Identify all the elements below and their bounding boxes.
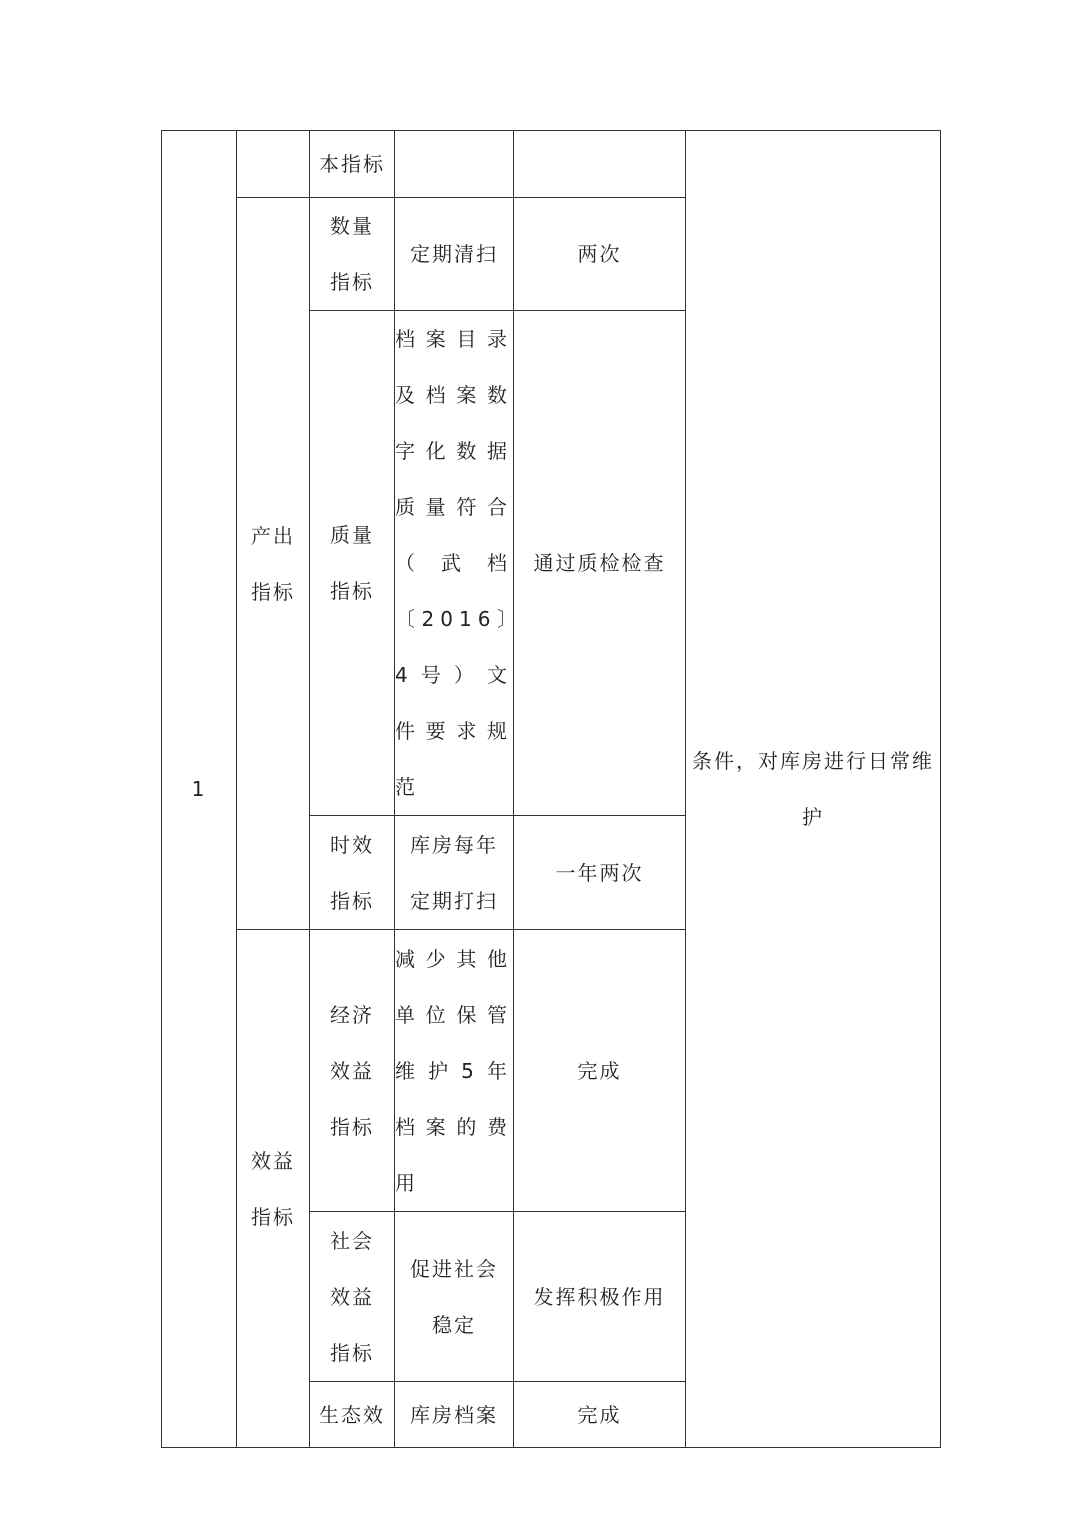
value-cell <box>514 131 686 198</box>
remark-cell <box>686 131 941 1448</box>
indicator-cell <box>310 1382 395 1448</box>
content-text: 减少其他单位保管维护5年档案的费用 <box>395 946 513 1195</box>
row-number: 1 <box>191 777 207 801</box>
indicator-label: 生态效 <box>319 1402 385 1427</box>
content-cell <box>395 1382 514 1448</box>
content-text: 档案目录及档案数字化数据质量符合（武档〔2016〕4号）文件要求规范 <box>395 327 513 799</box>
value-cell <box>514 311 686 816</box>
indicator-label: 时效指标 <box>330 832 374 913</box>
table-row <box>162 131 941 198</box>
value-cell <box>514 1382 686 1448</box>
row-number-cell <box>162 131 237 1448</box>
value-text: 完成 <box>577 1058 622 1083</box>
value-cell <box>514 816 686 930</box>
content-cell <box>395 311 514 816</box>
content-text: 促进社会稳定 <box>410 1256 498 1337</box>
value-text: 发挥积极作用 <box>533 1284 666 1309</box>
indicator-label: 本指标 <box>319 152 385 176</box>
indicator-cell <box>310 198 395 311</box>
value-text: 一年两次 <box>555 860 644 885</box>
value-text: 完成 <box>577 1402 622 1427</box>
indicator-label: 经济效益指标 <box>330 1002 374 1139</box>
indicator-label: 数量指标 <box>330 214 374 294</box>
content-text: 库房每年定期打扫 <box>410 832 498 913</box>
group-cell-output <box>237 198 310 930</box>
performance-indicator-table <box>161 130 941 1448</box>
content-cell <box>395 930 514 1212</box>
content-cell <box>395 1212 514 1382</box>
content-text: 定期清扫 <box>410 242 498 266</box>
content-text: 库房档案 <box>410 1402 498 1427</box>
value-text: 通过质检检查 <box>533 551 666 575</box>
indicator-cell <box>310 930 395 1212</box>
indicator-cell <box>310 816 395 930</box>
content-cell <box>395 816 514 930</box>
indicator-cell <box>310 311 395 816</box>
group-label: 产出指标 <box>251 523 295 604</box>
indicator-cell <box>310 1212 395 1382</box>
indicator-cell <box>310 131 395 198</box>
value-cell <box>514 930 686 1212</box>
value-text: 两次 <box>577 242 622 266</box>
indicator-label: 社会效益指标 <box>330 1228 374 1365</box>
value-cell <box>514 1212 686 1382</box>
indicator-label: 质量指标 <box>330 523 374 603</box>
group-label: 效益指标 <box>251 1148 295 1229</box>
content-cell <box>395 131 514 198</box>
group-cell-empty <box>237 131 310 198</box>
group-cell-benefit <box>237 930 310 1448</box>
remark-text: 条件，对库房进行日常维护 <box>692 749 934 829</box>
content-cell <box>395 198 514 311</box>
value-cell <box>514 198 686 311</box>
